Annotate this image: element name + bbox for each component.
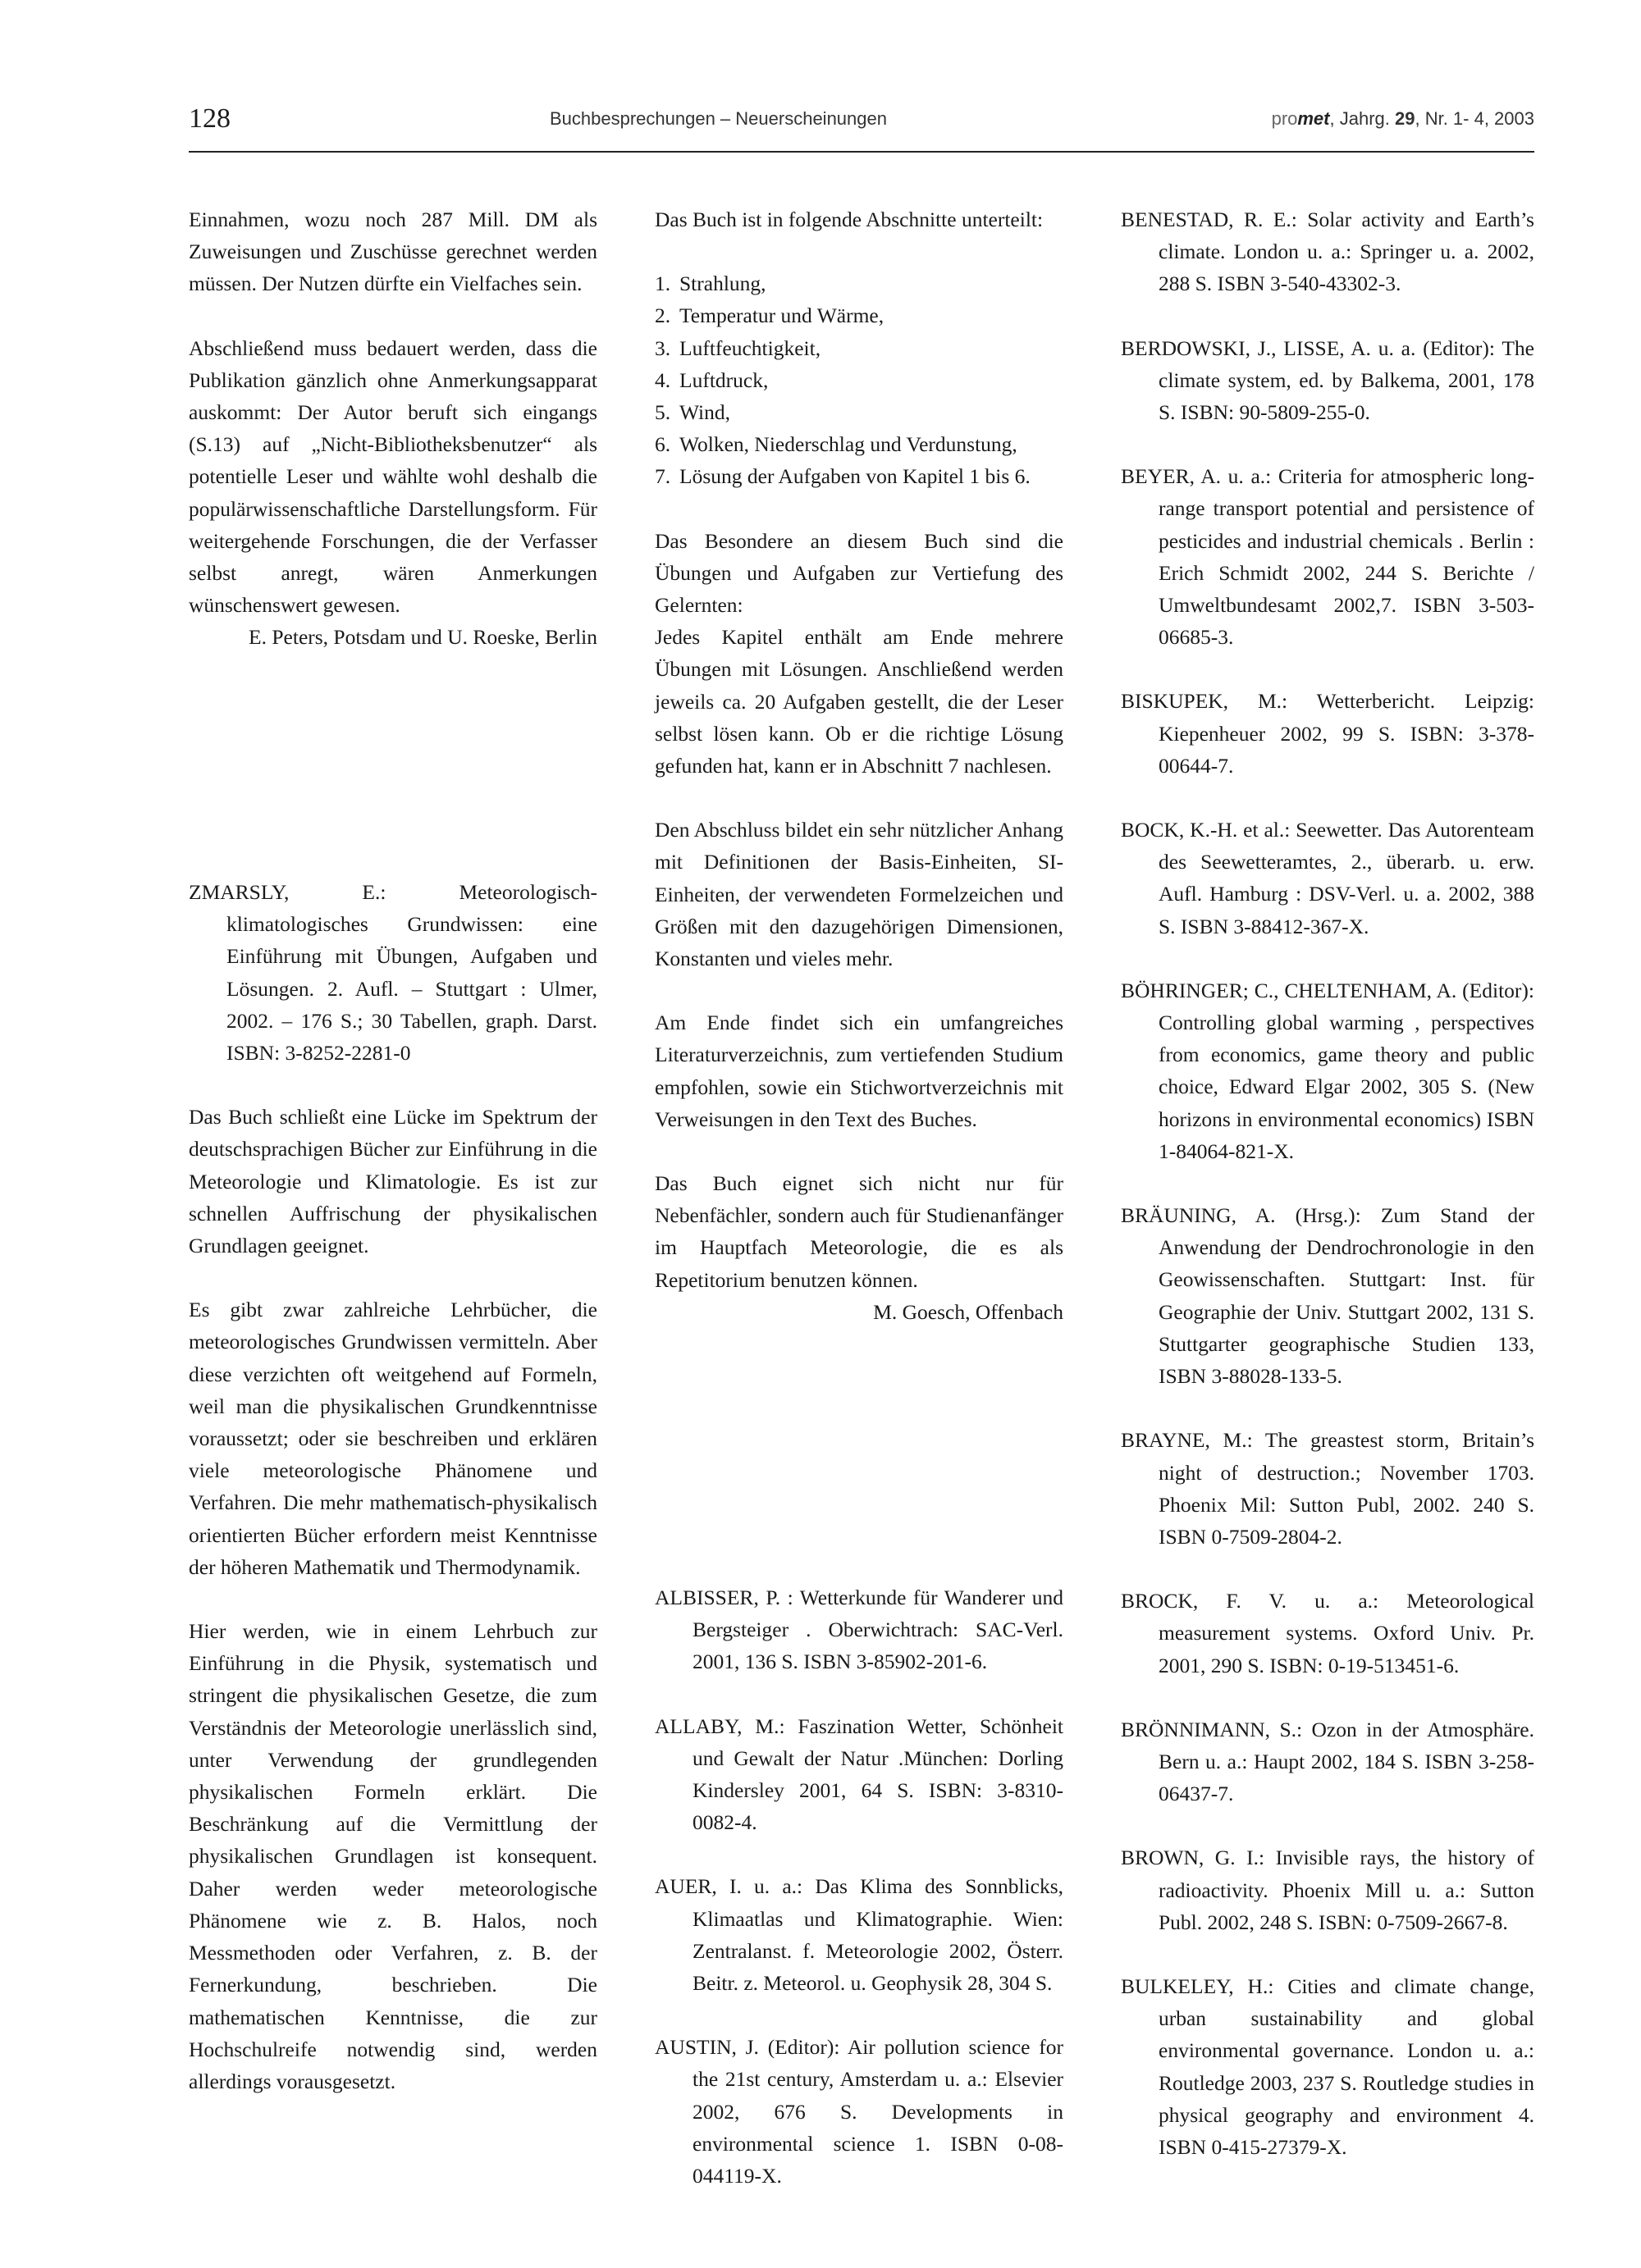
book-reference: ALLABY, M.: Faszination Wetter, Schönheit und Gewalt der Natur .München: Dorling Kindersley 2001, 64 S. ISBN: 3-8310-0082-4. — [655, 1714, 1063, 1835]
book-reference: ZMARSLY, E.: Meteorologisch-klimatologisches Grundwissen: eine Einführung mit Übungen, Aufgaben und Lösungen. 2. Aufl. – Stuttgart : Ulmer, 2002. – 176 S.; 30 Tabellen, graph. Darst. ISBN: 3-8252-2281-0 — [189, 880, 597, 1066]
column-middle-refs — [655, 1581, 1063, 2192]
column-right — [1121, 203, 1534, 2163]
journal-text-a: , Jahrg. — [1329, 108, 1395, 129]
journal-text-b: , Nr. 1- 4, 2003 — [1415, 108, 1534, 129]
column-middle — [655, 203, 1063, 1328]
review-text: Hier werden, wie in einem Lehrbuch zur Einführung in die Physik, systematisch und stringent die physikalischen Gesetze, die zum Verständnis der Meteorologie unerlässlich sind, unter Verwendung der grundlegenden physikalischen Formeln erklärt. Die Beschränkung auf die Vermittlung der physikalischen Grundlagen ist konsequent. Daher werden weder meteorologische Phänomene wie z. B. Halos, noch Messmethoden oder Verfahren, z. B. der Fernerkundung, beschrieben. Die mathematischen Kenntnisse, die zur Hochschulreife notwendig sind, werden allerdings vorausgesetzt. — [189, 1619, 597, 2093]
review-text: Den Abschluss bildet ein sehr nützlicher Anhang mit Definitionen der Basis-Einheiten, SI-Einheiten, der verwendeten Formelzeichen und Größen mit den dazugehörigen Dimensionen, Konstanten und vieles mehr. — [655, 818, 1063, 971]
book-reference: BROWN, G. I.: Invisible rays, the history of radioactivity. Phoenix Mill u. a.: Sutton Publ. 2002, 248 S. ISBN: 0-7509-2667-8. — [1121, 1846, 1534, 1934]
review-text: Es gibt zwar zahlreiche Lehrbücher, die meteorologisches Grundwissen vermitteln. Aber diese verzichten oft weitgehend auf Formeln, weil man die physikalischen Grundkenntnisse voraussetzt; oder sie beschreiben und erklären viele meteorologische Phänomene und Verfahren. Die mehr mathematisch-physikalisch orientierten Bücher erfordern meist Kenntnisse der höheren Mathematik und Thermodynamik. — [189, 1298, 597, 1579]
review-text: Das Buch schließt eine Lücke im Spektrum der deutschsprachigen Bücher zur Einführung in die Meteorologie und Klimatologie. Es ist zur schnellen Auffrischung der physikalischen Grundlagen geeignet. — [189, 1105, 597, 1258]
review-text: Das Buch ist in folgende Abschnitte unterteilt: — [655, 208, 1044, 231]
book-reference: BÖHRINGER; C., CHELTENHAM, A. (Editor): Controlling global warming , perspectives from economics, game theory and public choice, Edward Elgar 2002, 305 S. (New horizons in environmental economics) ISBN 1-84064-821-X. — [1121, 978, 1534, 1163]
list-number: 7. — [655, 464, 671, 489]
book-reference: BEYER, A. u. a.: Criteria for atmospheric long-range transport potential and persistence of pesticides and industrial chemicals . Berlin : Erich Schmidt 2002, 244 S. Berichte / Umweltbundesamt 2002,7. ISBN 3-503-06685-3. — [1121, 464, 1534, 650]
list-item — [655, 460, 1063, 492]
list-item — [655, 299, 1063, 331]
list-item — [655, 428, 1063, 460]
list-label: Strahlung, — [679, 272, 766, 296]
book-reference: BRÖNNIMANN, S.: Ozon in der Atmosphäre. Bern u. a.: Haupt 2002, 184 S. ISBN 3-258-06437-7. — [1121, 1717, 1534, 1806]
list-item — [655, 267, 1063, 299]
review-text: Jedes Kapitel enthält am Ende mehrere Übungen mit Lösungen. Anschließend werden jeweils ca. 20 Aufgaben gestellt, die der Leser selbst lösen kann. Ob er die richtige Lösung gefunden hat, kann er in Abschnitt 7 nachlesen. — [655, 625, 1063, 778]
book-reference: BOCK, K.-H. et al.: Seewetter. Das Autorenteam des Seewetteramtes, 2., überarb. u. erw. Aufl. Hamburg : DSV-Verl. u. a. 2002, 388 S. ISBN 3-88412-367-X. — [1121, 818, 1534, 938]
review-signature: M. Goesch, Offenbach — [873, 1299, 1063, 1324]
column-left — [189, 203, 597, 654]
list-label: Luftdruck, — [679, 367, 769, 392]
list-label: Luftfeuchtigkeit, — [679, 335, 821, 360]
section-list — [655, 267, 1063, 492]
review-text: Am Ende findet sich ein umfangreiches Literaturverzeichnis, zum vertiefenden Studium empfohlen, sowie ein Stichwortverzeichnis mit Verweisungen in den Text des Buches. — [655, 1011, 1063, 1131]
book-reference: BISKUPEK, M.: Wetterbericht. Leipzig: Kiepenheuer 2002, 99 S. ISBN: 3-378-00644-7. — [1121, 689, 1534, 778]
list-item — [655, 396, 1063, 428]
list-label: Wind, — [679, 400, 731, 425]
book-reference: BENESTAD, R. E.: Solar activity and Earth’s climate. London u. a.: Springer u. a. 2002, 288 S. ISBN 3-540-43302-3. — [1121, 208, 1534, 296]
journal-prefix: pro — [1271, 108, 1298, 129]
list-label: Lösung der Aufgaben von Kapitel 1 bis 6. — [679, 464, 1031, 489]
review-signature: E. Peters, Potsdam und U. Roeske, Berlin — [249, 625, 597, 650]
book-reference: AUSTIN, J. (Editor): Air pollution science for the 21st century, Amsterdam u. a.: Elsevier 2002, 676 S. Developments in environmental science 1. ISBN 0-08-044119-X. — [655, 2035, 1063, 2188]
journal-volume: 29 — [1394, 108, 1415, 129]
list-number: 1. — [655, 272, 671, 296]
review-text: Abschließend muss bedauert werden, dass die Publikation gänzlich ohne Anmerkungsapparat auskommt: Der Autor beruft sich eingangs (S.13) auf „Nicht-Bibliotheksbenutzer“ als potentielle Leser und wählte wohl deshalb die populärwissenschaftliche Darstellungsform. Für weitergehende Forschungen, die der Verfasser selbst anregt, wären Anmerkungen wünschenswert gewesen. — [189, 335, 597, 618]
list-number: 6. — [655, 432, 671, 457]
book-reference: BERDOWSKI, J., LISSE, A. u. a. (Editor): The climate system, ed. by Balkema, 2001, 178 S. ISBN: 90-5809-255-0. — [1121, 335, 1534, 425]
list-number: 4. — [655, 367, 671, 392]
journal-citation — [1272, 108, 1534, 130]
book-reference: BRAYNE, M.: The greastest storm, Britain’s night of destruction.; November 1703. Phoenix Mil: Sutton Publ, 2002. 240 S. ISBN 0-7509-2804-2. — [1121, 1428, 1534, 1549]
review-text: Einnahmen, wozu noch 287 Mill. DM als Zuweisungen und Zuschüsse gerechnet werden müssen. Der Nutzen dürfte ein Vielfaches sein. — [189, 208, 597, 296]
book-reference: ALBISSER, P. : Wetterkunde für Wanderer und Bergsteiger . Oberwichtrach: SAC-Verl. 2001, 136 S. ISBN 3-85902-201-6. — [655, 1586, 1063, 1674]
book-reference: AUER, I. u. a.: Das Klima des Sonnblicks, Klimaatlas und Klimatographie. Wien: Zentralanst. f. Meteorologie 2002, Österr. Beitr. z. Meteorol. u. Geophysik 28, 304 S. — [655, 1874, 1063, 1996]
list-label: Temperatur und Wärme, — [679, 303, 884, 328]
list-item — [655, 332, 1063, 364]
list-number: 3. — [655, 335, 671, 360]
book-reference: BULKELEY, H.: Cities and climate change, urban sustainability and global environmental governance. London u. a.: Routledge 2003, 237 S. Routledge studies in physical geography and environment 4. ISBN 0-415-27379-X. — [1121, 1974, 1534, 2159]
column-left-zmarsly — [189, 876, 597, 2097]
section-title: Buchbesprechungen – Neuerscheinungen — [550, 108, 887, 129]
page-header — [189, 98, 1534, 153]
book-reference: BROCK, F. V. u. a.: Meteorological measurement systems. Oxford Univ. Pr. 2001, 290 S. ISBN: 0-19-513451-6. — [1121, 1589, 1534, 1677]
list-number: 5. — [655, 400, 671, 425]
list-number: 2. — [655, 303, 671, 328]
list-label: Wolken, Niederschlag und Verdunstung, — [679, 432, 1017, 457]
journal-brand: met — [1297, 108, 1330, 129]
review-text: Das Besondere an diesem Buch sind die Übungen und Aufgaben zur Vertiefung des Gelernten: — [655, 528, 1063, 618]
book-reference: BRÄUNING, A. (Hrsg.): Zum Stand der Anwendung der Dendrochronologie in den Geowissenschaften. Stuttgart: Inst. für Geographie der Univ. Stuttgart 2002, 131 S. Stuttgarter geographische Studien 133, ISBN 3-88028-133-5. — [1121, 1203, 1534, 1389]
review-text: Das Buch eignet sich nicht nur für Nebenfächler, sondern auch für Studienanfänger im Hauptfach Meteorologie, die es als Repetitorium benutzen können. — [655, 1171, 1063, 1292]
page-number: 128 — [189, 103, 231, 134]
list-item — [655, 364, 1063, 396]
